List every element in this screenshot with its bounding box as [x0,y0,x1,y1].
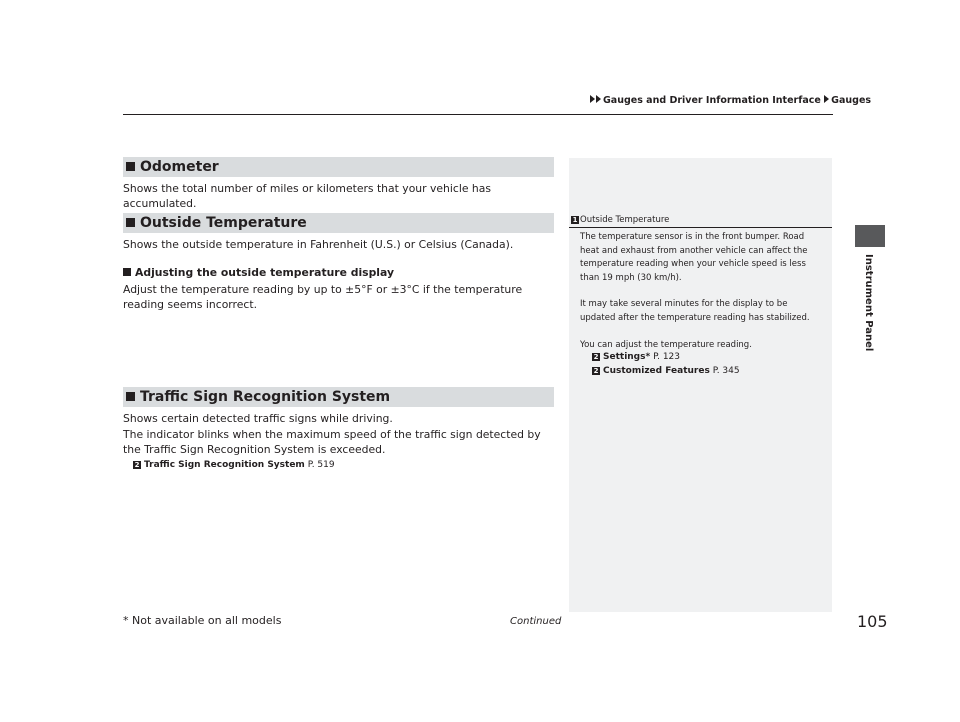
note-paragraph-3: You can adjust the temperature reading. [580,340,752,350]
cross-reference-icon: 2 [593,353,599,361]
note-marker-icon: 1 [572,216,578,224]
traffic-sign-xref[interactable]: 2 Traffic Sign Recognition System P. 519 [134,460,335,470]
arrow-icon [596,95,601,103]
note-title: 1 Outside Temperature [572,215,670,225]
square-bullet-icon [126,218,135,227]
arrow-icon [590,95,595,103]
cross-reference-icon: 2 [593,367,599,375]
note-paragraph-1: The temperature sensor is in the front bumper. Road heat and exhaust from another vehicle can affect the temperature reading when your vehicle speed is less than 19 mph (30 km/h). [580,232,808,283]
continued-label: Continued [510,616,562,627]
outside-temp-text: Shows the outside temperature in Fahrenheit (U.S.) or Celsius (Canada). [123,238,514,251]
footnote: * Not available on all models [123,614,282,627]
traffic-sign-heading: Traffic Sign Recognition System [123,387,554,407]
breadcrumb [590,95,871,106]
odometer-heading: Odometer [123,157,554,177]
side-tab-marker [855,225,885,247]
customized-features-xref[interactable]: 2 Customized Features P. 345 [593,366,740,376]
square-bullet-icon [126,162,135,171]
settings-xref[interactable]: 2 Settings* P. 123 [593,352,681,362]
breadcrumb-section: Gauges and Driver Information Interface [603,95,821,106]
adjust-temp-text: Adjust the temperature reading by up to ±5°F or ±3°C if the temperature reading seems incorrect. [123,283,523,311]
page-number: 105 [857,612,888,631]
note-paragraph-2: It may take several minutes for the display to be updated after the temperature reading has stabilized. [580,299,810,323]
arrow-icon [824,95,829,103]
traffic-sign-text-2: The indicator blinks when the maximum speed of the traffic sign detected by the Traffic Sign Recognition System is exceeded. [123,428,541,456]
outside-temp-heading: Outside Temperature [123,213,554,233]
breadcrumb-page: Gauges [831,95,872,106]
side-tab-label: Instrument Panel [863,254,874,352]
note-rule [569,227,832,228]
traffic-sign-text-1: Shows certain detected traffic signs while driving. [123,412,393,425]
odometer-text: Shows the total number of miles or kilometers that your vehicle has accumulated. [123,182,491,210]
square-bullet-icon [126,392,135,401]
square-bullet-icon [123,268,131,276]
cross-reference-icon: 2 [134,461,140,469]
adjust-temp-subheading: Adjusting the outside temperature display [123,266,394,279]
header-rule [123,114,833,115]
